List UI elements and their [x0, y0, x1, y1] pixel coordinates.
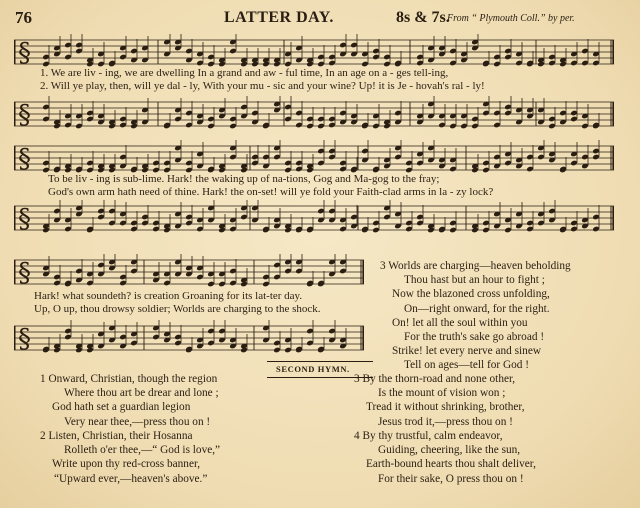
verse-3-line: Now the blazoned cross unfolding,	[392, 288, 550, 301]
system-2-lyrics-verse-2: God's own arm hath need of thine. Hark! the on-set! will ye fold your Faith-clad arms in la - zy lock?	[48, 186, 494, 198]
heading-rule-top	[267, 361, 373, 362]
hymn-meter: 8s & 7s.	[396, 9, 450, 26]
clef-symbol: §	[18, 204, 31, 234]
hymn2-verse-4-line: Earth-bound hearts thou shalt deliver,	[366, 458, 536, 471]
verse-3-line: Thou hast but an hour to fight ;	[404, 274, 545, 287]
hymn2-verse-3-line: Tread it without shrinking, brother,	[366, 401, 525, 414]
system-1-lyrics-verse-2: 2. Will ye play, then, will ye dal - ly, With your mu - sic and your wine? Up! it is Je - hovah's ral - ly!	[40, 80, 485, 92]
hymn2-verse-4-line: For their sake, O press thou on !	[378, 472, 524, 485]
hymn2-verse-3-line: 3 By the thorn-road and none other,	[354, 373, 516, 385]
verse-3-line: 3 Worlds are charging—heaven beholding	[380, 260, 571, 272]
hymn2-verse-1-line: 1 Onward, Christian, though the region	[40, 373, 218, 385]
verse-3-line: Tell on ages—tell for God !	[404, 359, 530, 372]
page-number: 76	[15, 8, 32, 27]
music-staff-system-1-bass	[14, 96, 614, 132]
hymn2-verse-2-line: 2 Listen, Christian, their Hosanna	[40, 430, 193, 442]
music-staff-system-3-treble	[14, 254, 364, 290]
hymn2-verse-3-line: Is the mount of vision won ;	[378, 387, 506, 400]
clef-symbol: §	[18, 324, 31, 354]
verse-3-line: Strike! let every nerve and sinew	[392, 345, 541, 358]
hymn2-verse-1-line: Very near thee,—press thou on !	[64, 415, 211, 428]
verse-3-line: For the truth's sake go abroad !	[404, 331, 545, 344]
hymn2-verse-1-line: Where thou art be drear and lone ;	[64, 387, 219, 400]
hymn2-verse-4	[354, 429, 536, 486]
verse-3-line: On—right onward, for the right.	[404, 302, 550, 315]
system-3-lyrics-verse-1: Hark! what soundeth? is creation Groaning for its lat-ter day.	[34, 290, 303, 302]
hymn2-verse-4-line: 4 By thy trustful, calm endeavor,	[354, 430, 503, 442]
system-1-lyrics-verse-1: 1. We are liv - ing, we are dwelling In a grand and aw - ful time, In an age on a - ges tell-ing,	[40, 67, 449, 79]
hymn2-verse-2-line: Write upon thy red-cross banner,	[52, 458, 201, 471]
music-staff-system-2-treble	[14, 140, 614, 176]
verse-3	[380, 259, 571, 373]
verse-3-line: On! let all the soul within you	[392, 316, 528, 329]
hymn2-verse-1-line: God hath set a guardian legion	[52, 401, 191, 414]
hymn2-verse-1	[40, 372, 219, 429]
second-hymn-heading: SECOND HYMN.	[276, 364, 350, 374]
music-staff-system-2-bass	[14, 200, 614, 236]
hymn2-verse-2-line: “Upward ever,—heaven's above.”	[54, 472, 208, 485]
system-2-lyrics-verse-1: To be liv - ing is sub-lime. Hark! the waking up of na-tions, Gog and Ma-gog to the fray;	[48, 173, 440, 185]
hymn2-verse-3-line: Jesus trod it,—press thou on !	[378, 415, 513, 428]
hymn2-verse-2	[40, 429, 220, 486]
clef-symbol: §	[18, 258, 31, 288]
hymn2-verse-4-line: Guiding, cheering, like the sun,	[378, 444, 521, 457]
hymn-title: LATTER DAY.	[224, 9, 334, 26]
clef-symbol: §	[18, 38, 31, 68]
system-3-lyrics-verse-2: Up, O up, thou drowsy soldier; Worlds are charging to the shock.	[34, 303, 321, 315]
music-staff-system-1-treble	[14, 34, 614, 70]
hymn-credit: From “ Plymouth Coll.” by per.	[447, 13, 575, 24]
clef-symbol: §	[18, 100, 31, 130]
clef-symbol: §	[18, 144, 31, 174]
hymn2-verse-2-line: Rolleth o'er thee,—“ God is love,”	[64, 444, 221, 457]
hymn2-verse-3	[354, 372, 525, 429]
music-staff-system-3-bass	[14, 320, 364, 356]
